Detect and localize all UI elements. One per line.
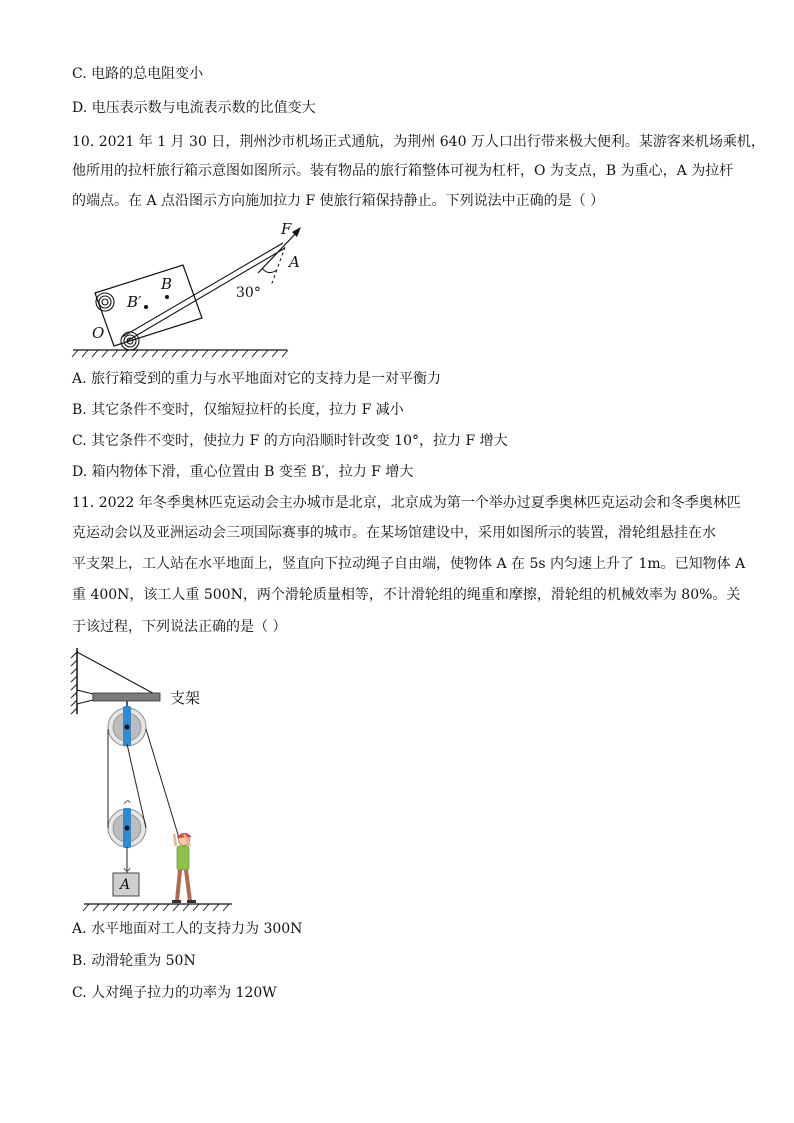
q11-stem-line-5: 于该过程，下列说法正确的是（ ）: [72, 619, 287, 635]
q10-option-c: C. 其它条件不变时，使拉力 F 的方向沿顺时针改变 10°，拉力 F 增大: [72, 433, 508, 449]
q11-stem-line-1: 11. 2022 年冬季奥林匹克运动会主办城市是北京，北京成为第一个举办过夏季奥林匹克运动会和冬季奥林匹: [72, 495, 741, 511]
q9-option-c: C. 电路的总电阻变小: [72, 66, 204, 82]
label-block-a: A: [120, 877, 131, 893]
movable-pulley: [108, 801, 146, 848]
label-a: A: [289, 253, 300, 271]
label-b: B: [161, 275, 173, 293]
q10-option-d: D. 箱内物体下滑，重心位置由 B 变至 B′，拉力 F 增大: [72, 464, 414, 480]
bracket-bar: [93, 693, 160, 701]
label-bracket: 支架: [170, 689, 201, 707]
q10-stem-line-3: 的端点。在 A 点沿图示方向施加拉力 F 使旅行箱保持静止。下列说法中正确的是（ ）: [72, 193, 605, 209]
fixed-pulley: [108, 706, 146, 746]
q11-stem-line-4: 重 400N，该工人重 500N，两个滑轮质量相等，不计滑轮组的绳重和摩擦，滑轮组的机械效率为 80%。关: [72, 587, 741, 603]
label-angle: 30°: [236, 285, 261, 301]
ropes: [108, 729, 179, 873]
label-f: F: [281, 220, 292, 238]
support-rod: [77, 652, 160, 697]
q11-option-b: B. 动滑轮重为 50N: [72, 953, 196, 969]
q10-option-b: B. 其它条件不变时，仅缩短拉杆的长度，拉力 F 减小: [72, 402, 404, 418]
label-o: O: [92, 324, 105, 342]
worker: [172, 833, 196, 903]
q10-stem-line-1: 10. 2021 年 1 月 30 日，荆州沙市机场正式通航，为荆州 640 万人口出行带来极大便利。某游客来机场乘机，: [72, 134, 765, 150]
q9-option-d: D. 电压表示数与电流表示数的比值变大: [72, 100, 316, 116]
q11-stem-line-2: 克运动会以及亚洲运动会三项国际赛事的城市。在某场馆建设中，采用如图所示的装置，滑轮组悬挂在水: [72, 525, 716, 541]
q10-option-a: A. 旅行箱受到的重力与水平地面对它的支持力是一对平衡力: [72, 371, 442, 387]
q10-stem-line-2: 他所用的拉杆旅行箱示意图如图所示。装有物品的旅行箱整体可视为杠杆，O 为支点，B 为重心，A 为拉杆: [72, 163, 734, 179]
label-b-prime: B′: [127, 293, 142, 311]
q11-option-c: C. 人对绳子拉力的功率为 120W: [72, 985, 277, 1001]
q11-stem-line-3: 平支架上，工人站在水平地面上，竖直向下拉动绳子自由端，使物体 A 在 5s 内匀速上升了 1m。已知物体 A: [72, 556, 746, 572]
q11-option-a: A. 水平地面对工人的支持力为 300N: [72, 921, 303, 937]
